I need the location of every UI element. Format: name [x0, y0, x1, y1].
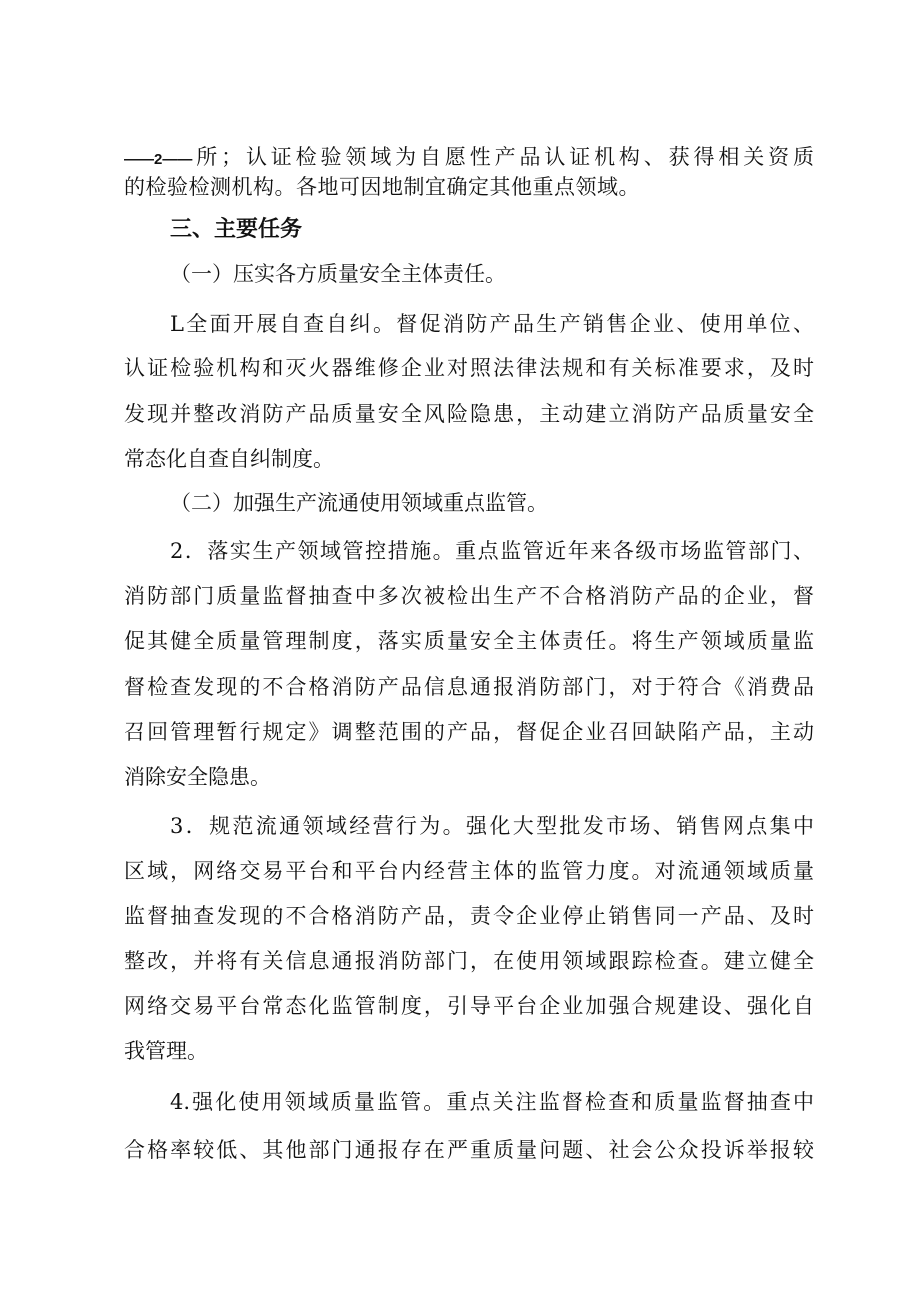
body-line-11: 召回管理暂行规定》调整范围的产品，督促企业召回缺陷产品，主动 [124, 720, 814, 744]
body-line-8: 消防部门质量监督抽查中多次被检出生产不合格消防产品的企业，督 [124, 584, 814, 608]
body-line-3: L全面开展自查自纠。督促消防产品生产销售企业、使用单位、 [170, 312, 814, 336]
page-number-marker: ——2—— [124, 151, 193, 168]
body-line-18: 我管理。 [124, 1039, 208, 1063]
body-line-10: 督检查发现的不合格消防产品信息通报消防部门，对于符合《消费品 [124, 675, 814, 699]
body-line-12: 消除安全隐患。 [124, 765, 271, 789]
body-line-1 [124, 142, 814, 175]
body-line-9: 促其健全质量管理制度，落实质量安全主体责任。将生产领域质量监 [124, 629, 814, 653]
body-line-13: 3．规范流通领域经营行为。强化大型批发市场、销售网点集中 [170, 814, 814, 838]
subsection-heading-2: （二）加强生产流通使用领域重点监管。 [170, 491, 548, 515]
body-line-6: 常态化自查自纠制度。 [124, 447, 334, 471]
body-line-20: 合格率较低、其他部门通报存在严重质量问题、社会公众投诉举报较 [124, 1138, 814, 1162]
body-line-7: 2．落实生产领域管控措施。重点监管近年来各级市场监管部门、 [170, 539, 814, 563]
body-line-17: 网络交易平台常态化监管制度，引导平台企业加强合规建设、强化自 [124, 994, 814, 1018]
body-line-16: 整改，并将有关信息通报消防部门，在使用领域跟踪检查。建立健全 [124, 949, 814, 973]
body-line-15: 监督抽查发现的不合格消防产品，责令企业停止销售同一产品、及时 [124, 904, 814, 928]
section-heading: 三、主要任务 [170, 217, 303, 242]
body-line-1-text: 所；认证检验领域为自愿性产品认证机构、获得相关资质 [192, 145, 814, 169]
body-line-2: 的检验检测机构。各地可因地制宜确定其他重点领域。 [124, 175, 640, 199]
body-line-5: 发现并整改消防产品质量安全风险隐患，主动建立消防产品质量安全 [124, 402, 814, 426]
body-line-19: 4.强化使用领域质量监管。重点关注监督检查和质量监督抽查中 [170, 1090, 814, 1114]
body-line-4: 认证检验机构和灭火器维修企业对照法律法规和有关标准要求，及时 [124, 356, 814, 380]
subsection-heading-1: （一）压实各方质量安全主体责任。 [170, 262, 506, 286]
body-line-14: 区域，网络交易平台和平台内经营主体的监管力度。对流通领域质量 [124, 859, 814, 883]
